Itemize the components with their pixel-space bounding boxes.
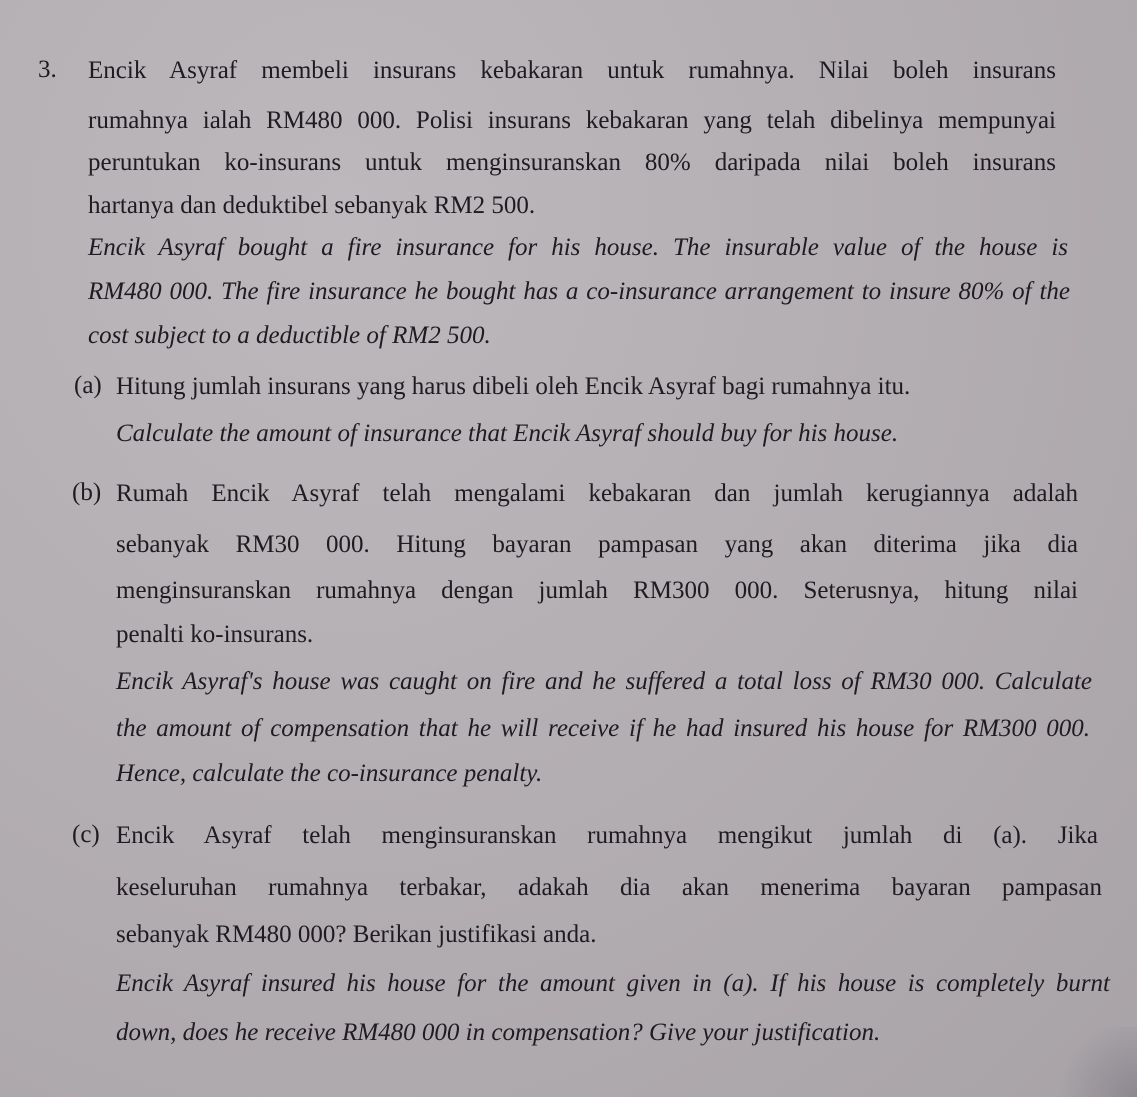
part-c-malay-line: sebanyak RM480 000? Berikan justifikasi anda. [116, 921, 597, 948]
question-number: 3. [38, 56, 57, 83]
part-c-label: (c) [72, 821, 100, 848]
intro-malay-line: hartanya dan deduktibel sebanyak RM2 500. [88, 192, 536, 219]
intro-malay-line: peruntukan ko-insurans untuk menginsuranskan 80% daripada nilai boleh insurans [88, 149, 1056, 176]
part-b-malay-line: Rumah Encik Asyraf telah mengalami kebakaran dan jumlah kerugiannya adalah [116, 480, 1078, 507]
part-a-label: (a) [74, 372, 102, 399]
intro-english-line: Encik Asyraf bought a fire insurance for his house. The insurable value of the house is [88, 234, 1068, 261]
intro-english-line: RM480 000. The fire insurance he bought has a co-insurance arrangement to insure 80% of the [88, 278, 1070, 305]
part-c-malay-line: keseluruhan rumahnya terbakar, adakah dia akan menerima bayaran pampasan [116, 874, 1102, 901]
intro-english-line: cost subject to a deductible of RM2 500. [88, 322, 491, 349]
part-b-english-line: Encik Asyraf's house was caught on fire and he suffered a total loss of RM30 000. Calculate [116, 668, 1092, 695]
corner-shadow [1047, 1027, 1137, 1097]
part-a-malay-line: Hitung jumlah insurans yang harus dibeli oleh Encik Asyraf bagi rumahnya itu. [116, 373, 911, 400]
intro-malay-line: Encik Asyraf membeli insurans kebakaran untuk rumahnya. Nilai boleh insurans [88, 57, 1056, 84]
part-b-malay-line: menginsuranskan rumahnya dengan jumlah RM300 000. Seterusnya, hitung nilai [116, 577, 1078, 604]
part-c-malay-line: Encik Asyraf telah menginsuranskan rumahnya mengikut jumlah di (a). Jika [116, 822, 1098, 849]
part-b-malay-line: sebanyak RM30 000. Hitung bayaran pampasan yang akan diterima jika dia [116, 531, 1078, 558]
part-c-english-line: down, does he receive RM480 000 in compensation? Give your justification. [116, 1019, 881, 1046]
part-b-english-line: the amount of compensation that he will receive if he had insured his house for RM300 000. [116, 715, 1090, 742]
intro-malay-line: rumahnya ialah RM480 000. Polisi insurans kebakaran yang telah dibelinya mempunyai [88, 107, 1056, 134]
part-a-english-line: Calculate the amount of insurance that Encik Asyraf should buy for his house. [116, 420, 899, 447]
part-b-malay-line: penalti ko-insurans. [116, 621, 314, 648]
part-b-english-line: Hence, calculate the co-insurance penalty. [116, 760, 543, 787]
part-b-label: (b) [72, 479, 102, 506]
part-c-english-line: Encik Asyraf insured his house for the amount given in (a). If his house is completely burnt [116, 970, 1110, 997]
